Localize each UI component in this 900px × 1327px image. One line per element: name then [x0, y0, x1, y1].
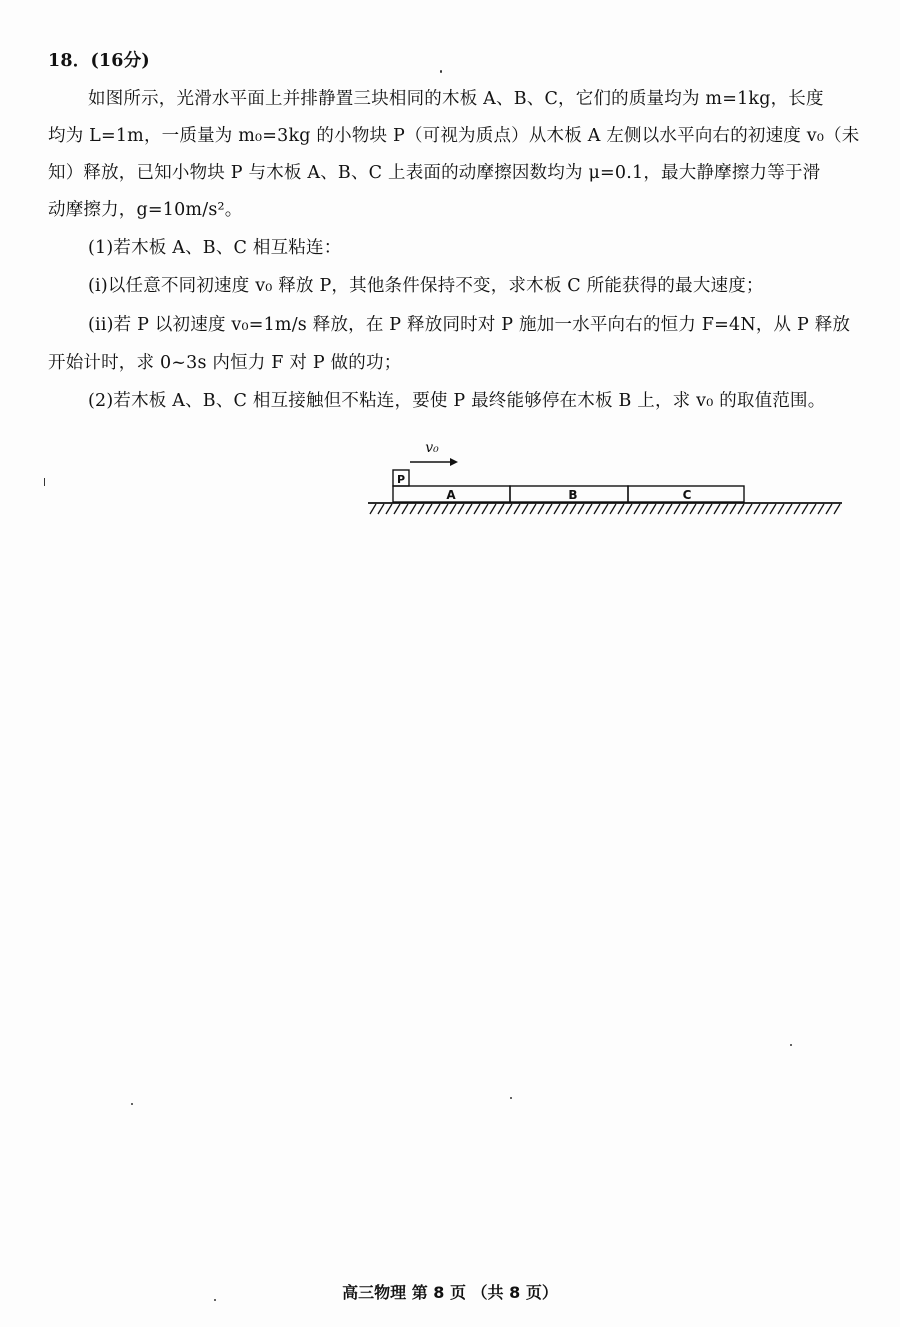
page-footer: 高三物理 第 8 页 （共 8 页） [342, 1283, 558, 1302]
scan-speck [440, 70, 442, 73]
subquestion-1-heading: (1)若木板 A、B、C 相互粘连： [88, 238, 342, 258]
board-c-label: C [682, 488, 692, 502]
question-text-line-4: 动摩擦力，g=10m/s²。 [48, 200, 243, 220]
boards-diagram [360, 430, 850, 530]
scan-speck [510, 1097, 512, 1099]
ground-hatching [370, 504, 840, 514]
scan-speck [131, 1103, 133, 1105]
question-text-line-2: 均为 L=1m，一质量为 m₀=3kg 的小物块 P（可视为质点）从木板 A 左侧以水平向右的初速度 v₀（未 [48, 126, 860, 146]
scan-speck [790, 1044, 792, 1046]
board-b-label: B [568, 488, 578, 502]
subquestion-1-ii-line-2: 开始计时，求 0~3s 内恒力 F 对 P 做的功； [48, 353, 402, 373]
board-a-label: A [446, 488, 456, 502]
question-text-line-3: 知）释放，已知小物块 P 与木板 A、B、C 上表面的动摩擦因数均为 μ=0.1，最大静摩擦力等于滑 [48, 163, 821, 183]
subquestion-1-i: (i)以任意不同初速度 v₀ 释放 P，其他条件保持不变，求木板 C 所能获得的最大速度； [88, 276, 764, 296]
scan-speck [44, 478, 45, 486]
block-p-label: P [396, 473, 406, 486]
subquestion-2: (2)若木板 A、B、C 相互接触但不粘连，要使 P 最终能够停在木板 B 上，求 v₀ 的取值范围。 [88, 391, 826, 411]
scan-speck [214, 1299, 216, 1301]
question-text-line-1: 如图所示，光滑水平面上并排静置三块相同的木板 A、B、C，它们的质量均为 m=1kg，长度 [88, 89, 824, 109]
velocity-label: v₀ [425, 440, 439, 456]
velocity-arrow [410, 458, 458, 466]
subquestion-1-ii-line-1: (ii)若 P 以初速度 v₀=1m/s 释放，在 P 释放同时对 P 施加一水平向右的恒力 F=4N，从 P 释放 [88, 315, 851, 335]
question-number: 18．(16分) [48, 51, 150, 71]
